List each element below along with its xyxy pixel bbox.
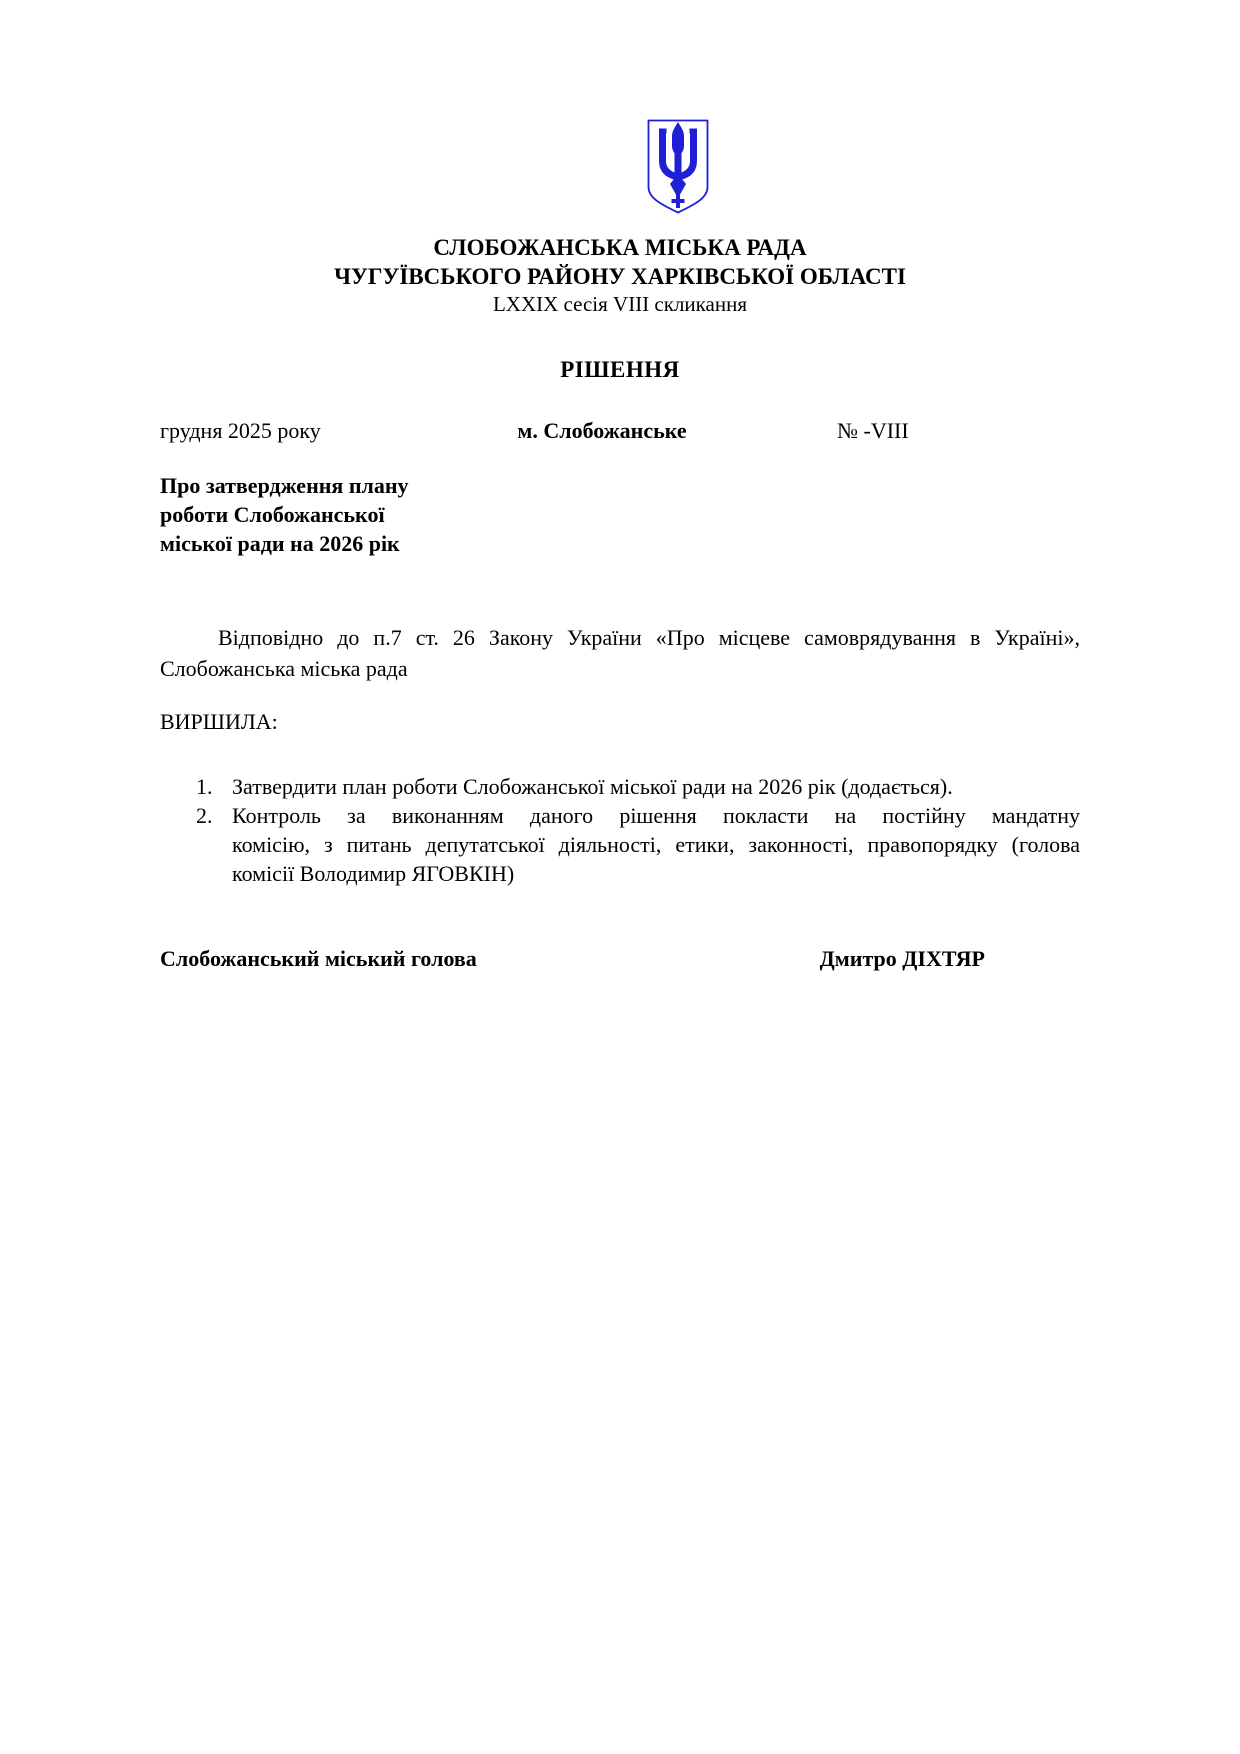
preamble-line: Слобожанська міська рада bbox=[160, 656, 408, 681]
resolution-list bbox=[160, 772, 1080, 888]
council-name: СЛОБОЖАНСЬКА МІСЬКА РАДА bbox=[433, 235, 807, 260]
subject-block bbox=[160, 471, 1080, 558]
subject-line: міської ради на 2026 рік bbox=[160, 531, 400, 556]
place-text: м. Слобожанське bbox=[517, 418, 687, 443]
item-number: 2. bbox=[196, 803, 213, 828]
document-content bbox=[160, 233, 1080, 973]
date-text: грудня 2025 року bbox=[160, 418, 321, 443]
item-number: 1. bbox=[196, 774, 213, 799]
subject-line: Про затвердження плану bbox=[160, 473, 409, 498]
subject-line: роботи Слобожанської bbox=[160, 502, 385, 527]
item-line: комісії Володимир ЯГОВКІН) bbox=[232, 861, 515, 886]
signature-row bbox=[160, 945, 1080, 973]
ukraine-trident-emblem-icon bbox=[646, 118, 710, 216]
signature-position: Слобожанський міський голова bbox=[160, 946, 477, 971]
item-line: Контроль за виконанням даного рішення покласти на постійну мандатну bbox=[232, 803, 1080, 828]
document-number-text: № -VIII bbox=[837, 418, 909, 443]
item-line: Затвердити план роботи Слобожанської міської ради на 2026 рік (додається). bbox=[232, 774, 953, 799]
district-name: ЧУГУЇВСЬКОГО РАЙОНУ ХАРКІВСЬКОЇ ОБЛАСТІ bbox=[334, 264, 906, 289]
preamble-paragraph bbox=[160, 622, 1080, 684]
document-type-title: РІШЕННЯ bbox=[560, 357, 680, 382]
list-item bbox=[160, 801, 1080, 888]
resolved-label: ВИРШИЛА: bbox=[160, 709, 278, 734]
item-line: комісію, з питань депутатської діяльності, етики, законності, правопорядку (голова bbox=[232, 832, 1080, 857]
meta-row bbox=[160, 417, 1080, 445]
list-item bbox=[160, 772, 1080, 801]
signature-name: Дмитро ДІХТЯР bbox=[819, 946, 985, 971]
session-line: LXXIX сесія VIII скликання bbox=[492, 292, 748, 316]
preamble-line: Відповідно до п.7 ст. 26 Закону України «Про місцеве самоврядування в Україні», bbox=[218, 625, 1080, 650]
